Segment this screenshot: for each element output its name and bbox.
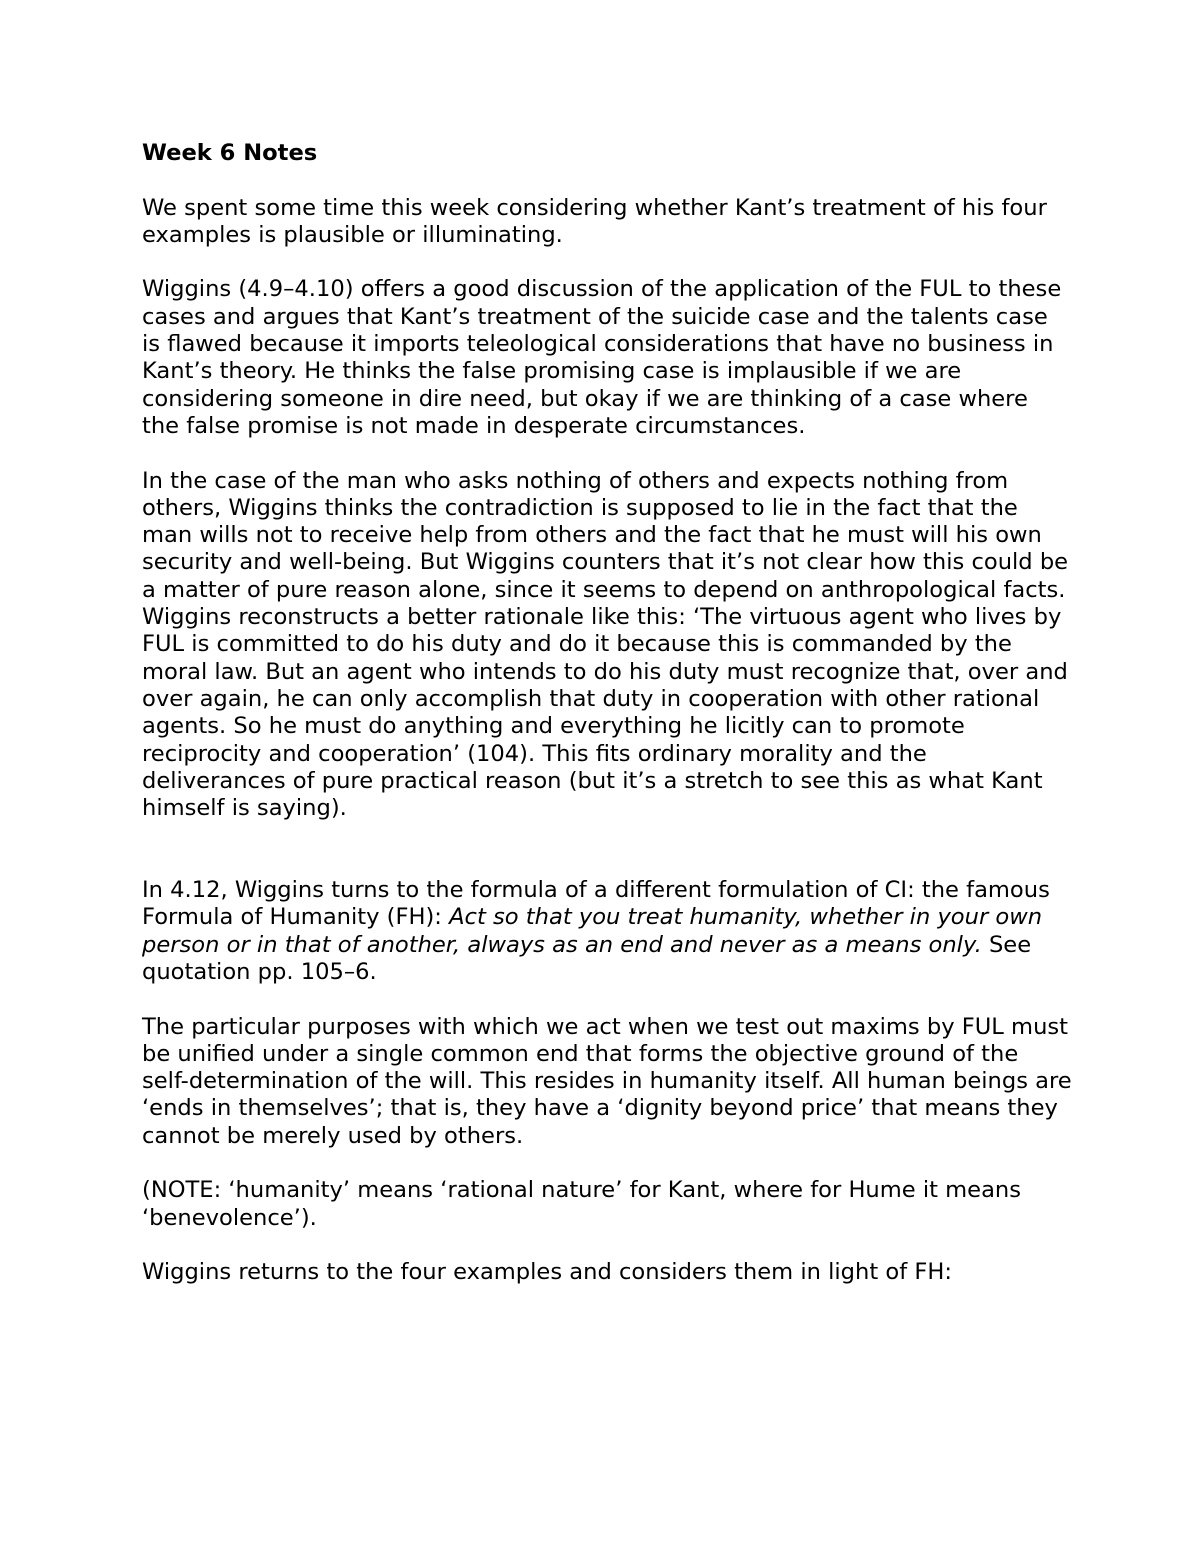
paragraph-7: Wiggins returns to the four examples and considers them in light of FH: — [142, 1259, 952, 1286]
paragraph-4 — [142, 877, 1072, 986]
document-body — [142, 140, 1072, 1314]
formula-of-humanity-quote: Act so that you treat humanity, whether in your own person or in that of another, always as an end and never as a means only. — [142, 904, 1043, 958]
paragraph-6: (NOTE: ‘humanity’ means ‘rational nature’ for Kant, where for Hume it means ‘benevolence’). — [142, 1177, 1022, 1231]
paragraph-4-intro: In 4.12, Wiggins turns to the formula of a different formulation of CI: the famous Formula of Humanity (FH): — [142, 877, 1050, 931]
paragraph-3: In the case of the man who asks nothing of others and expects nothing from others, Wiggins thinks the contradiction is supposed to lie in the fact that the man wills not to receive help from others and the fact that he must will his own security and well-being. But Wiggins counters that it’s not clear how this could be a matter of pure reason alone, since it seems to depend on anthropological facts. Wiggins reconstructs a better rationale like this: ‘The virtuous agent who lives by FUL is committed to do his duty and do it because this is commanded by the moral law. But an agent who intends to do his duty must recognize that, over and over again, he can only accomplish that duty in cooperation with other rational agents. So he must do anything and everything he licitly can to promote reciprocity and cooperation’ (104). This fits ordinary morality and the deliverances of pure practical reason (but it’s a stretch to see this as what Kant himself is saying). — [142, 467, 1069, 822]
paragraph-5: The particular purposes with which we act when we test out maxims by FUL must be unified under a single common end that forms the objective ground of the self-determination of the will. This resides in humanity itself. All human beings are ‘ends in themselves’; that is, they have a ‘dignity beyond price’ that means they cannot be merely used by others. — [142, 1013, 1072, 1149]
paragraph-2: Wiggins (4.9–4.10) offers a good discussion of the application of the FUL to these cases and argues that Kant’s treatment of the suicide case and the talents case is flawed because it imports teleological considerations that have no business in Kant’s theory. He thinks the false promising case is implausible if we are considering someone in dire need, but okay if we are thinking of a case where the false promise is not made in desperate circumstances. — [142, 276, 1062, 439]
document-title: Week 6 Notes — [142, 140, 318, 166]
paragraph-1: We spent some time this week considering whether Kant’s treatment of his four examples is plausible or illuminating. — [142, 194, 1047, 248]
paragraph-4-tail: See quotation pp. 105–6. — [142, 931, 1032, 985]
